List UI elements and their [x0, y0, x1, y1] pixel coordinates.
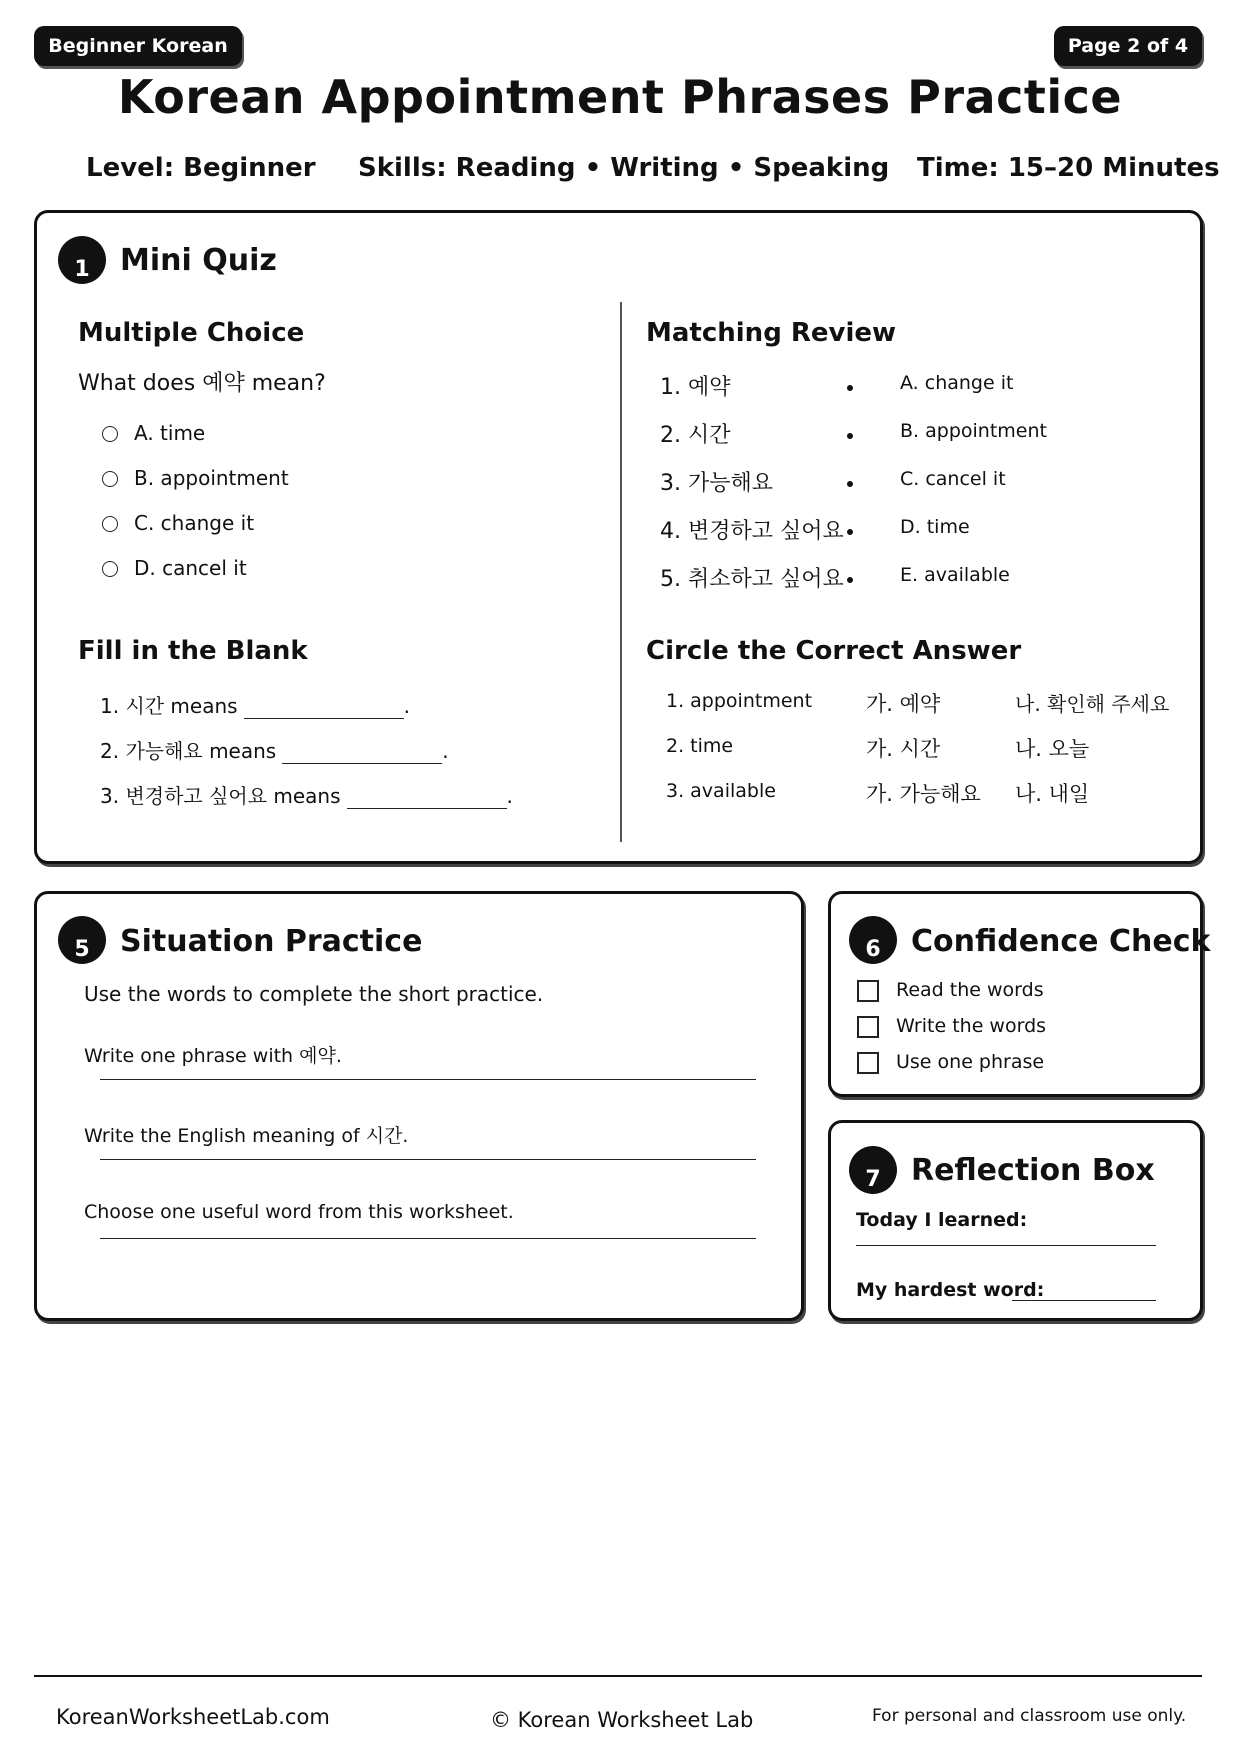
circle-word: 1. appointment — [666, 690, 813, 712]
match-right-item: D. time — [900, 516, 970, 538]
match-right-item: C. cancel it — [900, 468, 1006, 490]
match-right-item: E. available — [900, 564, 1010, 586]
mc-question: What does 예약 mean? — [78, 371, 326, 396]
level-badge: Beginner Korean — [34, 26, 242, 66]
fill-blank-title: Fill in the Blank — [78, 636, 308, 666]
confidence-item: Use one phrase — [896, 1051, 1045, 1073]
answer-blank[interactable] — [282, 745, 442, 764]
match-left-item: 2. 시간 — [660, 423, 731, 448]
radio-option-a[interactable] — [102, 426, 118, 442]
situation-prompt: Write one phrase with 예약. — [84, 1045, 342, 1067]
level-label: Level: Beginner — [86, 153, 316, 183]
reflection-hardest-label: My hardest word: — [856, 1279, 1045, 1301]
confidence-item: Write the words — [896, 1015, 1047, 1037]
match-right-item: B. appointment — [900, 420, 1047, 442]
section-title: Situation Practice — [120, 924, 423, 959]
reflection-learned-label: Today I learned: — [856, 1209, 1028, 1231]
mini-quiz-section — [34, 210, 1203, 864]
answer-blank[interactable] — [244, 700, 404, 719]
multiple-choice-title: Multiple Choice — [78, 318, 305, 348]
circle-choice-a[interactable]: 가. 예약 — [866, 692, 941, 716]
circle-choice-b[interactable]: 나. 내일 — [1015, 782, 1090, 806]
footer-copyright: © Korean Worksheet Lab — [490, 1708, 754, 1732]
section-title: Mini Quiz — [120, 243, 277, 278]
section-number-badge: 5 — [58, 916, 106, 964]
footer-site: KoreanWorksheetLab.com — [56, 1705, 330, 1729]
footer-divider — [34, 1675, 1202, 1677]
answer-line[interactable] — [100, 1079, 756, 1080]
circle-word: 3. available — [666, 780, 776, 802]
fill-blank-item: 3. 변경하고 싶어요 means . — [100, 784, 513, 808]
match-dot[interactable] — [847, 577, 853, 583]
matching-title: Matching Review — [646, 318, 897, 348]
match-left-item: 4. 변경하고 싶어요 — [660, 519, 844, 544]
column-divider — [620, 302, 622, 842]
skills-label: Skills: Reading • Writing • Speaking — [358, 153, 890, 183]
answer-line[interactable] — [100, 1238, 756, 1239]
situation-prompt: Write the English meaning of 시간. — [84, 1125, 409, 1147]
footer-note: For personal and classroom use only. — [872, 1706, 1187, 1726]
match-dot[interactable] — [847, 433, 853, 439]
section-title: Confidence Check — [911, 924, 1211, 959]
match-dot[interactable] — [847, 481, 853, 487]
time-label: Time: 15–20 Minutes — [917, 153, 1220, 183]
circle-choice-b[interactable]: 나. 오늘 — [1015, 737, 1090, 761]
answer-blank[interactable] — [347, 790, 507, 809]
circle-choice-b[interactable]: 나. 확인해 주세요 — [1015, 692, 1170, 716]
answer-line[interactable] — [100, 1159, 756, 1160]
circle-answer-title: Circle the Correct Answer — [646, 636, 1022, 666]
radio-option-c[interactable] — [102, 516, 118, 532]
match-left-item: 5. 취소하고 싶어요 — [660, 567, 844, 592]
mc-option: A. time — [134, 421, 206, 445]
situation-prompt: Choose one useful word from this worksheet. — [84, 1201, 514, 1223]
section-title: Reflection Box — [911, 1153, 1155, 1188]
match-left-item: 3. 가능해요 — [660, 471, 773, 496]
section-number-badge: 1 — [58, 236, 106, 284]
circle-choice-a[interactable]: 가. 가능해요 — [866, 782, 981, 806]
mc-option: B. appointment — [134, 466, 289, 490]
section-number-badge: 6 — [849, 916, 897, 964]
mc-option: D. cancel it — [134, 556, 247, 580]
confidence-checkbox[interactable] — [857, 1016, 879, 1038]
match-dot[interactable] — [847, 385, 853, 391]
circle-choice-a[interactable]: 가. 시간 — [866, 737, 941, 761]
confidence-checkbox[interactable] — [857, 980, 879, 1002]
radio-option-d[interactable] — [102, 561, 118, 577]
situation-instruction: Use the words to complete the short practice. — [84, 982, 544, 1006]
confidence-checkbox[interactable] — [857, 1052, 879, 1074]
page-title: Korean Appointment Phrases Practice — [117, 70, 1123, 124]
match-right-item: A. change it — [900, 372, 1014, 394]
answer-line[interactable] — [856, 1245, 1156, 1246]
match-left-item: 1. 예약 — [660, 375, 731, 400]
confidence-item: Read the words — [896, 979, 1044, 1001]
circle-word: 2. time — [666, 735, 734, 757]
fill-blank-item: 2. 가능해요 means . — [100, 739, 449, 763]
fill-blank-item: 1. 시간 means . — [100, 694, 410, 718]
radio-option-b[interactable] — [102, 471, 118, 487]
section-number-badge: 7 — [849, 1146, 897, 1194]
page-badge: Page 2 of 4 — [1054, 26, 1202, 66]
answer-line[interactable] — [1012, 1300, 1156, 1301]
mc-option: C. change it — [134, 511, 255, 535]
match-dot[interactable] — [847, 529, 853, 535]
